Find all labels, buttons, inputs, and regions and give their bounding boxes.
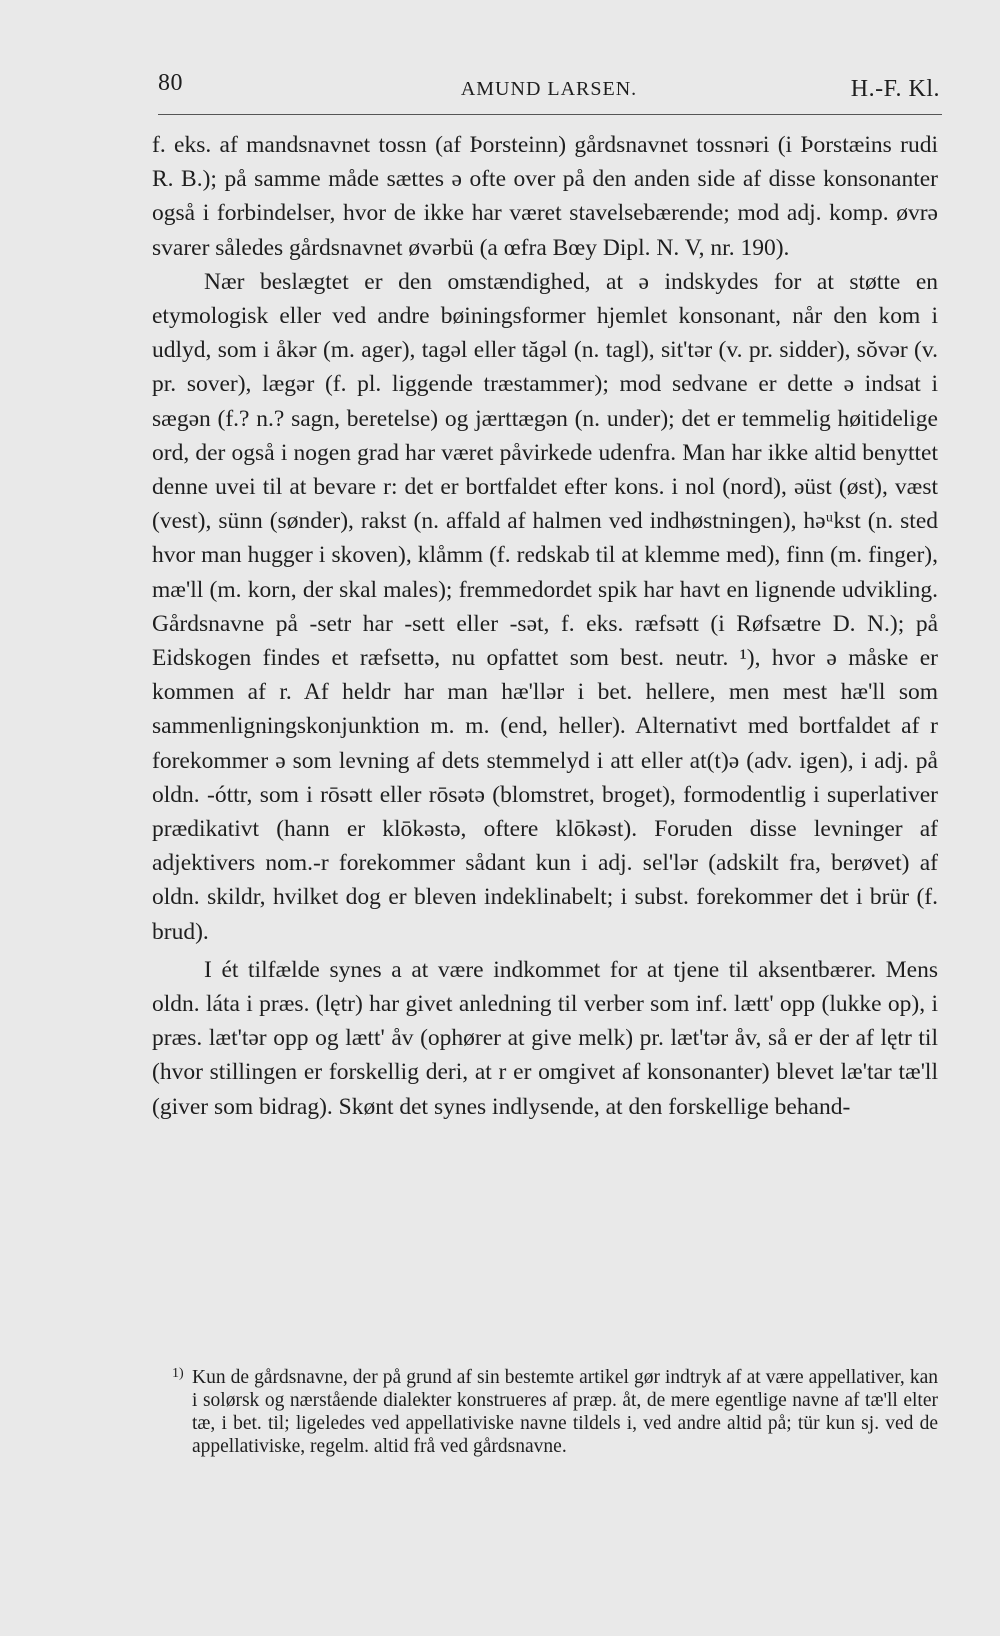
section-label: H.-F. Kl. xyxy=(850,76,940,102)
running-header xyxy=(158,62,940,108)
running-title: AMUND LARSEN. xyxy=(460,78,638,100)
header-rule xyxy=(158,114,942,115)
footnote-mark: 1) xyxy=(172,1366,184,1381)
paragraph: Nær beslægtet er den omstændighed, at ə indskydes for at støtte en etymologisk eller ved andre bøiningsformer hjemlet konsonant, når den kom i udlyd, som i åkər (m. ager), tagəl eller tăgəl (n. tagl), sit'tər (v. pr. sidder), sŏvər (v. pr. sover), lægər (f. pl. liggende træstammer); mod sedvane er dette ə indsat i sægən (f.? n.? sagn, beretelse) og jærttægən (n. under); det er temmelig høitidelige ord, der også i nogen grad har været påvirkede udenfra. Man har ikke altid benyttet denne uvei til at bevare r: det er bortfaldet efter kons. i nol (nord), əüst (øst), væst (vest), sünn (sønder), rakst (n. affald af halmen ved indhøstningen), həᵘkst (n. sted hvor man hugger i skoven), klåmm (f. redskab til at klemme med), finn (m. finger), mæ'll (m. korn, der skal males); fremmedordet spik har havt en lignende udvikling. Gårdsnavne på -setr har -sett eller -sət, f. eks. ræfsətt (i Røfsætre D. N.); på Eidskogen findes et ræfsettə, nu opfattet som best. neutr. ¹), hvor ə måske er kommen af r. Af heldr har man hæ'llər i bet. hellere, men mest hæ'll som sammenligningskonjunktion m. m. (end, heller). Alternativt med bortfaldet af r forekommer ə som levning af dets stemmelyd i att eller at(t)ə (adv. igen), i adj. på oldn. -óttr, som i rōsətt eller rōsətə (blomstret, broget), formodentlig i superlativer prædikativt (hann er klōkəstə, oftere klōkəst). Foruden disse levninger af adjektivers nom.-r forekommer sådant kun i adj. sel'lər (adskilt fra, berøvet) af oldn. skildr, hvilket dog er bleven indeklinabelt; i subst. forekommer det i brür (f. brud). xyxy=(152,268,938,945)
paragraph: I ét tilfælde synes a at være indkommet for at tjene til aksentbærer. Mens oldn. láta i præs. (lętr) har givet anledning til verber som inf. lætt' opp (lukke op), i præs. læt'tər opp og lætt' åv (ophører at give melk) pr. læt'tər åv, så er der af lętr til (hvor stillingen er forskellig deri, at r er omgivet af konsonanter) blevet læ'tar tæ'll (giver som bidrag). Skønt det synes indlysende, at den forskellige behand- xyxy=(152,956,938,1120)
main-text xyxy=(152,128,938,1124)
footnote-text: Kun de gårdsnavne, der på grund af sin bestemte artikel gør indtryk af at være appellativer, kan i solørsk og nærstående dialekter konstrueres af præp. åt, de mere egentlige navne af tæ'll elter tæ, i bet. til; ligeledes ved appellativiske navne tildels i, ved andre altid på; tür kun sj. ved de appellativiske, regelm. altid frå ved gårdsnavne. xyxy=(192,1367,938,1457)
page-number: 80 xyxy=(158,70,183,96)
paragraph: f. eks. af mandsnavnet tossn (af Þorsteinn) gårdsnavnet tossnəri (i Þorstæins rudi R. B.); på samme måde sættes ə ofte over på den anden side af disse konsonanter også i forbindelser, hvor de ikke har været stavelsebærende; mod adj. komp. øvrə svarer således gårdsnavnet øvərbü (a œfra Bœy Dipl. N. V, nr. 190). xyxy=(152,132,938,261)
footnote xyxy=(172,1366,938,1458)
